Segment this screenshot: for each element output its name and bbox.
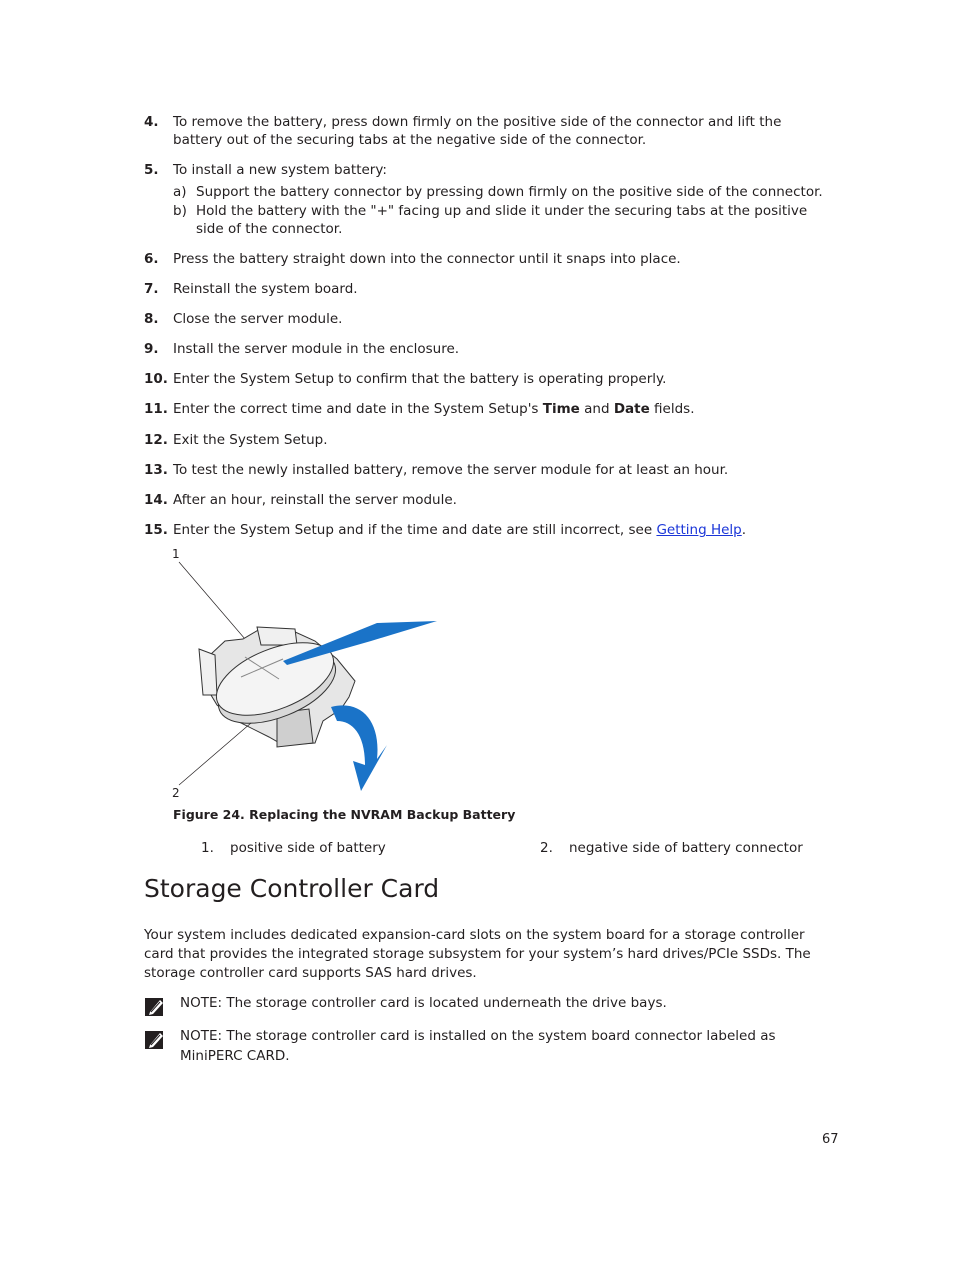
callout-1: 1 (172, 547, 180, 561)
note-text: The storage controller card is installed on the system board connector labeled as MiniPERC CARD. (180, 1028, 776, 1064)
step-9 (144, 340, 834, 358)
step-8 (144, 310, 834, 328)
step-text: After an hour, reinstall the server module. (173, 492, 457, 508)
substep-a (173, 183, 833, 201)
note-label: NOTE: (180, 995, 223, 1011)
step-number: 10. (144, 371, 168, 387)
getting-help-link[interactable]: Getting Help (656, 522, 742, 538)
step-number: 12. (144, 432, 168, 448)
note-pencil-icon (144, 1028, 166, 1050)
step-text (173, 521, 834, 539)
step-number: 4. (144, 114, 159, 130)
step-text: Reinstall the system board. (173, 281, 358, 297)
step-10 (144, 370, 834, 388)
step-number: 14. (144, 492, 168, 508)
callout-2: 2 (172, 786, 180, 800)
step-number: 13. (144, 462, 168, 478)
legend-number: 1. (201, 840, 214, 856)
legend-item-2 (540, 840, 803, 856)
step-number: 15. (144, 522, 168, 538)
callout-2-leader (179, 723, 251, 785)
step-number: 8. (144, 311, 159, 327)
step-text: To install a new system battery: (173, 162, 387, 178)
step-number: 7. (144, 281, 159, 297)
legend-number: 2. (540, 840, 553, 856)
step-6 (144, 250, 834, 268)
battery-figure (165, 545, 455, 805)
substep-b (173, 202, 833, 238)
date-field-name: Date (613, 401, 650, 417)
time-field-name: Time (542, 401, 580, 417)
step-text: Enter the System Setup to confirm that the battery is operating properly. (173, 371, 667, 387)
substep-text: Hold the battery with the "+" facing up and slide it under the securing tabs at the positive side of the connector. (196, 203, 808, 237)
step-number: 6. (144, 251, 159, 267)
step-text (173, 400, 834, 418)
step-text-after: . (741, 522, 747, 538)
note-text: The storage controller card is located underneath the drive bays. (222, 995, 667, 1011)
legend-text: negative side of battery connector (569, 840, 803, 856)
step-text: Close the server module. (173, 311, 343, 327)
step-number: 5. (144, 162, 159, 178)
step-text-before: Enter the System Setup and if the time and date are still incorrect, see (173, 522, 657, 538)
step-text-before: Enter the correct time and date in the System Setup's (173, 401, 543, 417)
legend-item-1 (201, 840, 386, 856)
step-text: Install the server module in the enclosure. (173, 341, 460, 357)
step-text-mid: and (579, 401, 614, 417)
step-4 (144, 113, 834, 149)
step-12 (144, 431, 834, 449)
section-title: Storage Controller Card (144, 874, 440, 903)
connector-tab-left (199, 649, 217, 695)
rotate-arrow (331, 705, 387, 791)
step-13 (144, 461, 834, 479)
step-text: Press the battery straight down into the connector until it snaps into place. (173, 251, 681, 267)
step-number: 11. (144, 401, 168, 417)
step-7 (144, 280, 834, 298)
figure-caption: Figure 24. Replacing the NVRAM Backup Battery (173, 807, 516, 822)
step-text: To test the newly installed battery, remove the server module for at least an hour. (173, 462, 729, 478)
step-text-after: fields. (649, 401, 695, 417)
step-15 (144, 521, 834, 539)
step-text: To remove the battery, press down firmly on the positive side of the connector and lift the battery out of the securing tabs at the negative side of the connector. (173, 114, 782, 148)
substep-label: b) (173, 203, 187, 219)
step-text: Exit the System Setup. (173, 432, 328, 448)
note-label: NOTE: (180, 1028, 223, 1044)
section-paragraph: Your system includes dedicated expansion-card slots on the system board for a storage controller card that provides the integrated storage subsystem for your system’s hard drives/PCIe SSDs. The storage controller card supports SAS hard drives. (144, 927, 811, 981)
connector-tab-top (257, 627, 297, 645)
step-number: 9. (144, 341, 159, 357)
page-number: 67 (822, 1132, 839, 1147)
step-14 (144, 491, 834, 509)
note-1 (144, 993, 834, 1013)
note-pencil-icon (144, 995, 166, 1017)
substep-text: Support the battery connector by pressing down firmly on the positive side of the connector. (196, 184, 823, 200)
substep-label: a) (173, 184, 187, 200)
step-11 (144, 400, 834, 418)
legend-text: positive side of battery (230, 840, 386, 856)
step-5 (144, 161, 834, 179)
note-2 (144, 1026, 834, 1066)
